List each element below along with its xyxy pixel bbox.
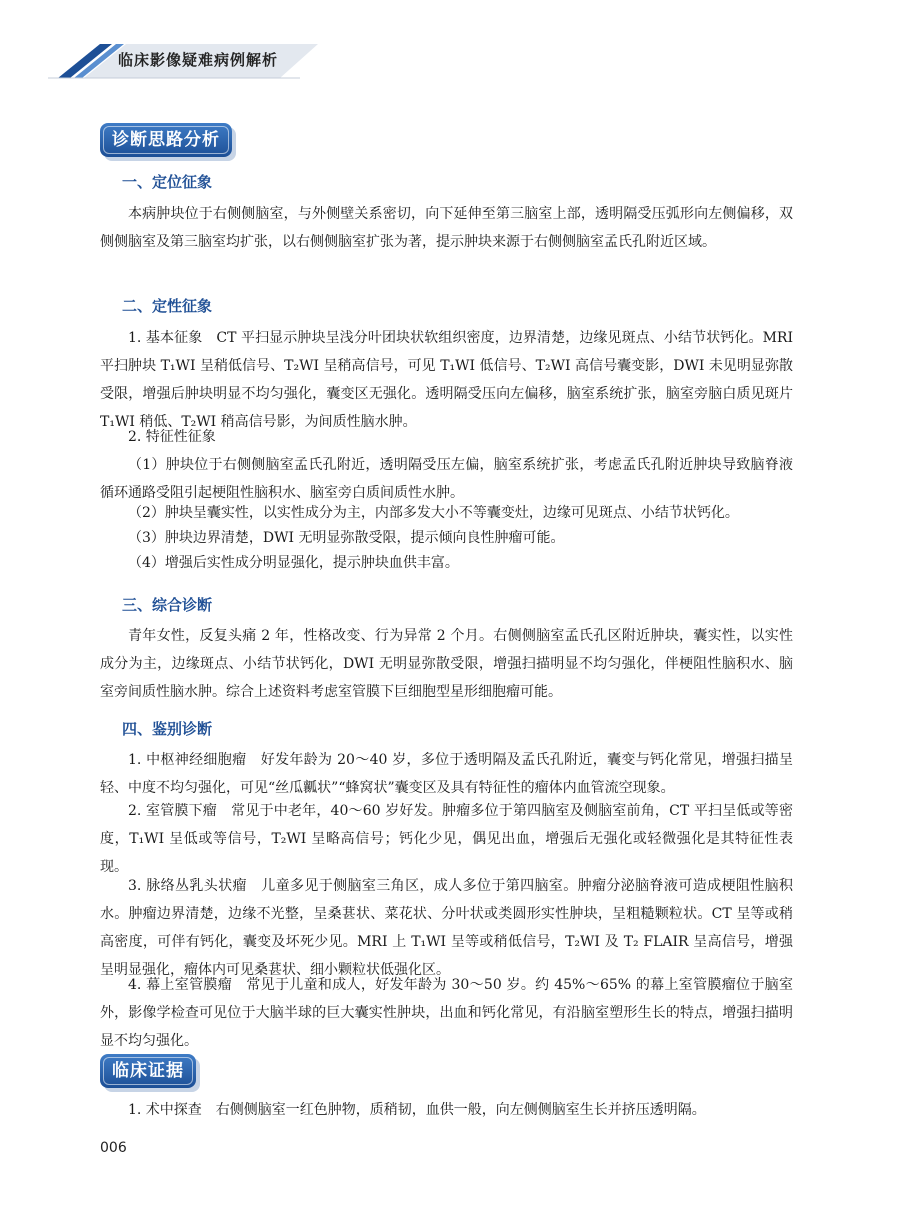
paragraph-basic-signs: 1. 基本征象 CT 平扫显示肿块呈浅分叶团块状软组织密度，边界清楚，边缘见斑点、小结节状钙化。MRI 平扫肿块 T₁WI 呈稍低信号、T₂WI 呈稍高信号，可见 T₁WI 低信号、T₂WI 高信号囊变影，DWI 未见明显弥散受限，增强后肿块明显不均匀强化，囊变区无强化。透明隔受压向左偏移，脑室系统扩张，脑室旁脑白质见斑片 T₁WI 稍低、T₂WI 稍高信号影，为间质性脑水肿。 — [100, 330, 793, 430]
paragraph-localization: 本病肿块位于右侧侧脑室，与外侧壁关系密切，向下延伸至第三脑室上部，透明隔受压弧形向左侧偏移，双侧侧脑室及第三脑室均扩张，以右侧侧脑室扩张为著，提示肿块来源于右侧侧脑室孟氏孔附近区域。 — [100, 206, 793, 250]
header-title: 临床影像疑难病例解析 — [118, 51, 279, 69]
page-header — [0, 0, 900, 90]
subheading-qualitative: 二、定性征象 — [122, 297, 213, 315]
paragraph-differential-2: 2. 室管膜下瘤 常见于中老年，40～60 岁好发。肿瘤多位于第四脑室及侧脑室前角，CT 平扫呈低或等密度，T₁WI 呈低或等信号，T₂WI 呈略高信号；钙化少见，偶见出血，增强后无强化或轻微强化是其特征性表现。 — [100, 803, 793, 875]
paragraph-characteristic-4: （4）增强后实性成分明显强化，提示肿块血供丰富。 — [128, 555, 459, 571]
subheading-differential: 四、鉴别诊断 — [122, 720, 213, 738]
paragraph-differential-3: 3. 脉络丛乳头状瘤 儿童多见于侧脑室三角区，成人多位于第四脑室。肿瘤分泌脑脊液可造成梗阻性脑积水。肿瘤边界清楚，边缘不光整，呈桑葚状、菜花状、分叶状或类圆形实性肿块，呈粗糙颗粒状。CT 呈等或稍高密度，可伴有钙化，囊变及坏死少见。MRI 上 T₁WI 呈等或稍低信号，T₂WI 及 T₂ FLAIR 呈高信号，增强呈明显强化，瘤体内可见桑葚状、细小颗粒状低强化区。 — [100, 878, 793, 978]
paragraph-differential-4: 4. 幕上室管膜瘤 常见于儿童和成人，好发年龄为 30～50 岁。约 45%～65% 的幕上室管膜瘤位于脑室外，影像学检查可见位于大脑半球的巨大囊实性肿块，出血和钙化常见，有沿脑室塑形生长的特点，增强扫描明显不均匀强化。 — [100, 977, 793, 1049]
paragraph-diagnosis: 青年女性，反复头痛 2 年，性格改变、行为异常 2 个月。右侧侧脑室孟氏孔区附近肿块，囊实性，以实性成分为主，边缘斑点、小结节状钙化，DWI 无明显弥散受限，增强扫描明显不均匀强化，伴梗阻性脑积水、脑室旁间质性脑水肿。综合上述资料考虑室管膜下巨细胞型星形细胞瘤可能。 — [100, 628, 793, 700]
section-title-analysis: 诊断思路分析 — [100, 123, 232, 157]
header-decoration — [0, 0, 900, 90]
subheading-localization: 一、定位征象 — [122, 173, 213, 191]
paragraph-differential-1: 1. 中枢神经细胞瘤 好发年龄为 20～40 岁，多位于透明隔及孟氏孔附近，囊变与钙化常见，增强扫描呈轻、中度不均匀强化，可见“丝瓜瓤状”“蜂窝状”囊变区及具有特征性的瘤体内血管流空现象。 — [100, 752, 793, 796]
paragraph-characteristic-3: （3）肿块边界清楚，DWI 无明显弥散受限，提示倾向良性肿瘤可能。 — [128, 530, 565, 546]
section-title-clinical: 临床证据 — [100, 1054, 196, 1088]
page-number: 006 — [100, 1140, 127, 1156]
paragraph-surgery: 1. 术中探查 右侧侧脑室一红色肿物，质稍韧，血供一般，向左侧侧脑室生长并挤压透明隔。 — [128, 1102, 706, 1118]
subheading-diagnosis: 三、综合诊断 — [122, 596, 213, 614]
paragraph-characteristic-2: （2）肿块呈囊实性，以实性成分为主，内部多发大小不等囊变灶，边缘可见斑点、小结节状钙化。 — [128, 505, 739, 521]
paragraph-characteristic-title: 2. 特征性征象 — [128, 429, 216, 445]
paragraph-characteristic-1: （1）肿块位于右侧侧脑室孟氏孔附近，透明隔受压左偏，脑室系统扩张，考虑孟氏孔附近肿块导致脑脊液循环通路受阻引起梗阻性脑积水、脑室旁白质间质性水肿。 — [100, 457, 793, 501]
